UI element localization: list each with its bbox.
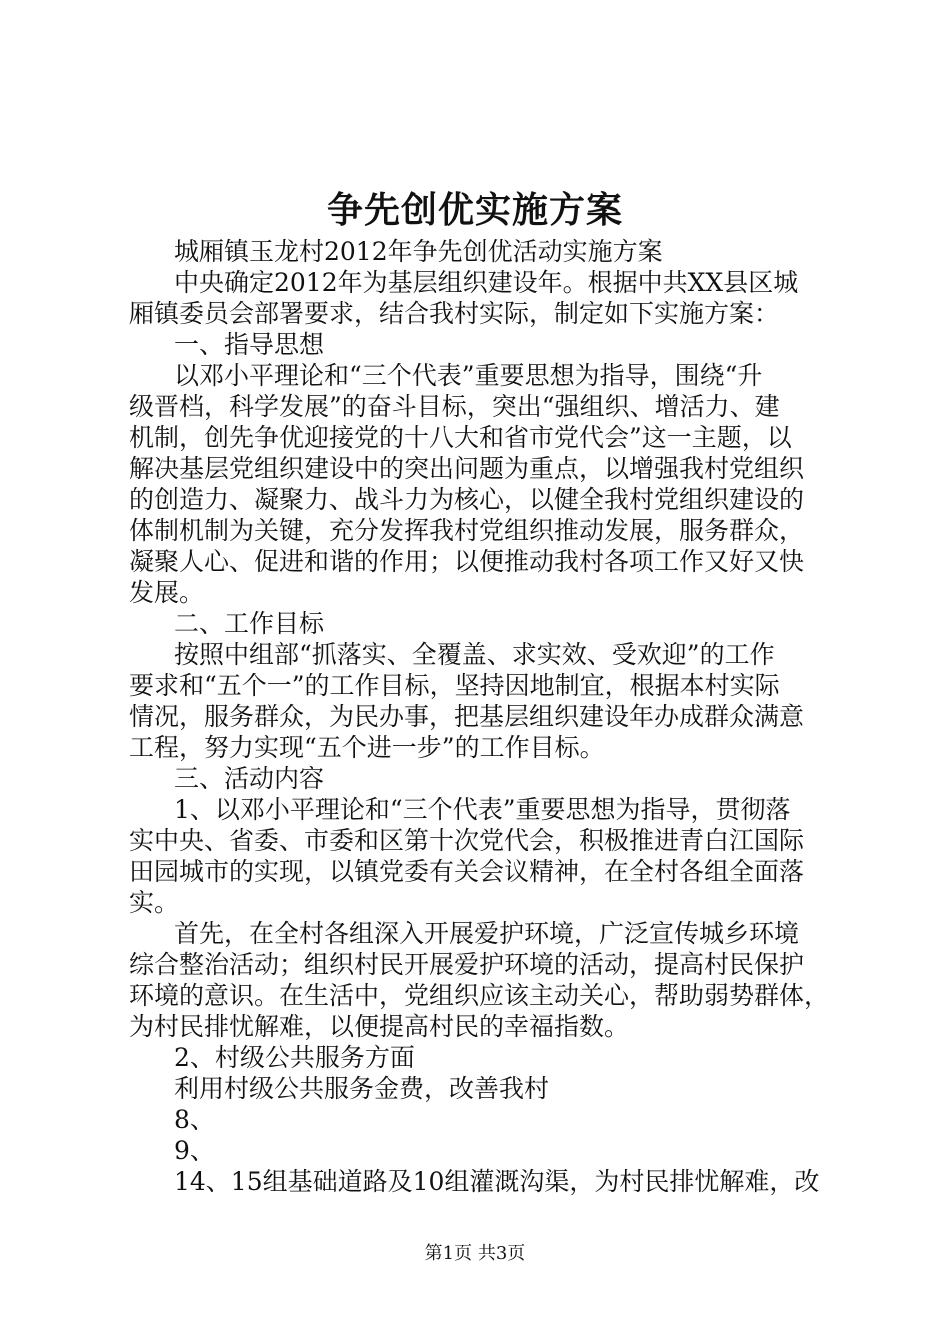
text-line: 中央确定2012年为基层组织建设年。根据中共XX县区城 bbox=[174, 268, 799, 297]
text-line: 要求和“五个一”的工作目标，坚持因地制宜，根据本村实际 bbox=[129, 671, 780, 700]
text-line: 实。 bbox=[129, 888, 180, 917]
text-line: 田园城市的实现，以镇党委有关会议精神，在全村各组全面落 bbox=[129, 857, 805, 886]
text-line: 解决基层党组织建设中的突出问题为重点，以增强我村党组织 bbox=[129, 454, 805, 483]
section-heading: 二、工作目标 bbox=[174, 609, 325, 638]
text-line: 机制，创先争优迎接党的十八大和省市党代会”这一主题，以 bbox=[129, 423, 792, 452]
text-line: 首先，在全村各组深入开展爱护环境，广泛宣传城乡环境 bbox=[174, 919, 800, 948]
text-line: 2、村级公共服务方面 bbox=[174, 1043, 415, 1072]
text-line: 发展。 bbox=[129, 578, 205, 607]
text-line: 为村民排忧解难，以便提高村民的幸福指数。 bbox=[129, 1012, 630, 1041]
page-title: 争先创优实施方案 bbox=[326, 189, 623, 231]
text-line: 利用村级公共服务金费，改善我村 bbox=[174, 1074, 550, 1103]
text-line: 9、 bbox=[174, 1136, 215, 1165]
text-line: 按照中组部“抓落实、全覆盖、求实效、受欢迎”的工作 bbox=[174, 640, 775, 669]
text-line: 实中央、省委、市委和区第十次党代会，积极推进青白江国际 bbox=[129, 826, 805, 855]
section-heading: 三、活动内容 bbox=[174, 764, 325, 793]
text-line: 体制机制为关键，充分发挥我村党组织推动发展，服务群众， bbox=[129, 516, 805, 545]
text-line: 级晋档，科学发展”的奋斗目标，突出“强组织、增活力、建 bbox=[129, 392, 780, 421]
text-line: 以邓小平理论和“三个代表”重要思想为指导，围绕“升 bbox=[174, 361, 763, 390]
text-line: 的创造力、凝聚力、战斗力为核心，以健全我村党组织建设的 bbox=[129, 485, 805, 514]
text-line: 凝聚人心、促进和谐的作用；以便推动我村各项工作又好又快 bbox=[129, 547, 805, 576]
text-line: 1、以邓小平理论和“三个代表”重要思想为指导，贯彻落 bbox=[174, 795, 791, 824]
text-line: 厢镇委员会部署要求，结合我村实际，制定如下实施方案： bbox=[129, 299, 780, 328]
document-body bbox=[129, 236, 829, 1197]
text-line: 8、 bbox=[174, 1105, 215, 1134]
text-line: 综合整治活动；组织村民开展爱护环境的活动，提高村民保护 bbox=[129, 950, 805, 979]
text-line: 环境的意识。在生活中，党组织应该主动关心，帮助弱势群体， bbox=[129, 981, 830, 1010]
page-footer: 第1页 共3页 bbox=[424, 1243, 526, 1264]
section-heading: 一、指导思想 bbox=[174, 330, 325, 359]
text-line: 城厢镇玉龙村2012年争先创优活动实施方案 bbox=[174, 237, 663, 266]
text-line: 情况，服务群众，为民办事，把基层组织建设年办成群众满意 bbox=[129, 702, 805, 731]
text-line: 14、15组基础道路及10组灌溉沟渠，为村民排忧解难，改 bbox=[174, 1167, 820, 1196]
text-line: 工程，努力实现“五个进一步”的工作目标。 bbox=[129, 733, 605, 762]
